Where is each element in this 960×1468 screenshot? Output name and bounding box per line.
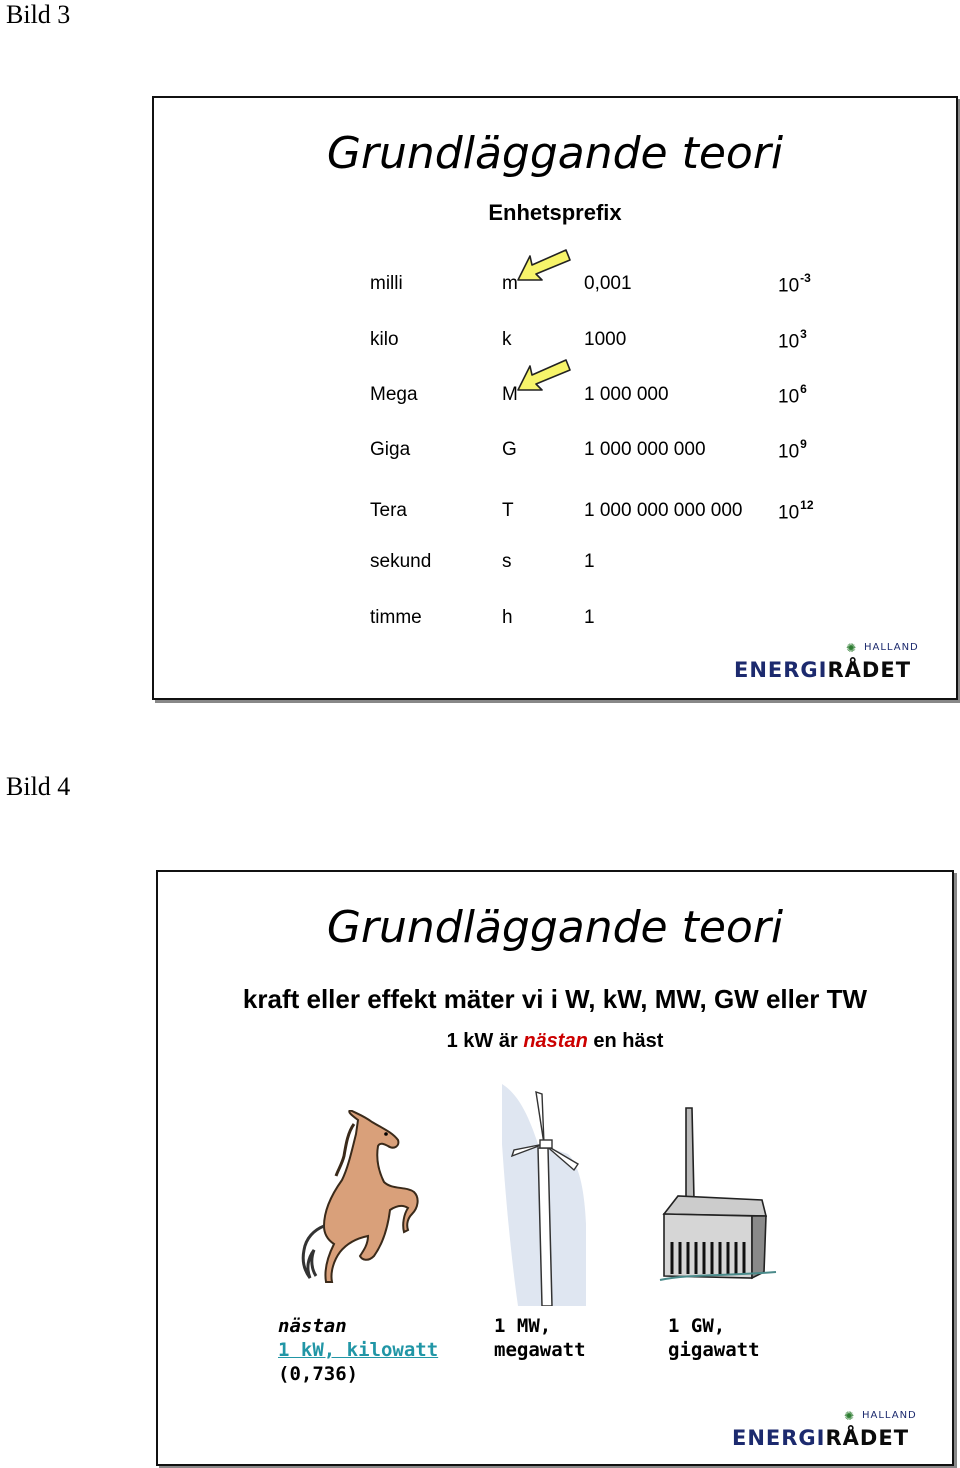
slide-3-title: Grundläggande teori <box>326 128 784 179</box>
prefix-power: $10^{-3}$ <box>778 271 811 297</box>
energiradet-logo <box>732 1409 917 1450</box>
logo-part1: ENERGI <box>734 658 828 682</box>
arrow-icon <box>516 246 572 286</box>
prefix-power: $10^{12}$ <box>778 498 814 524</box>
caption-line: 1 GW, <box>668 1315 726 1337</box>
prefix-symbol: m <box>502 273 518 294</box>
prefix-name: sekund <box>370 551 432 572</box>
kw-horse-text: 1 kW är nästan en häst <box>446 1030 664 1052</box>
horse-caption <box>278 1314 438 1386</box>
prefix-power: $10^6$ <box>778 382 807 408</box>
kilowatt-link[interactable]: 1 kW, kilowatt <box>278 1339 439 1361</box>
energiradet-logo <box>734 641 919 682</box>
sun-icon: ✺ <box>846 641 858 655</box>
prefix-power: $10^3$ <box>778 327 807 353</box>
prefix-symbol: s <box>502 551 512 572</box>
prefix-name: Tera <box>370 500 407 521</box>
caption-line: 1 MW, <box>494 1315 552 1337</box>
wind-turbine-illustration <box>498 1084 588 1306</box>
prefix-value: 1 000 000 000 000 <box>584 500 743 521</box>
sun-icon: ✺ <box>844 1409 856 1423</box>
prefix-value: 0,001 <box>584 273 632 294</box>
effect-units-text: kraft eller effekt mäter vi i W, kW, MW, GW eller TW <box>242 984 868 1014</box>
prefix-value: 1 <box>584 607 595 628</box>
prefix-power: $10^9$ <box>778 437 807 463</box>
prefix-name: milli <box>370 273 403 294</box>
slide-4-label: Bild 4 <box>6 772 71 801</box>
horse-illustration <box>288 1110 438 1290</box>
slide-3 <box>152 96 958 700</box>
prefix-value: 1 <box>584 551 595 572</box>
caption-line: nästan <box>278 1315 347 1337</box>
caption-line: (0,736) <box>278 1363 359 1385</box>
prefix-name: Mega <box>370 384 418 405</box>
prefix-symbol: k <box>502 329 512 350</box>
slide-4 <box>156 870 954 1466</box>
slide-3-subtitle: Enhetsprefix <box>488 200 622 225</box>
slide-3-label: Bild 3 <box>6 0 71 29</box>
prefix-value: 1000 <box>584 329 627 350</box>
prefix-name: timme <box>370 607 422 628</box>
prefix-name: kilo <box>370 329 399 350</box>
prefix-symbol: h <box>502 607 513 628</box>
prefix-value: 1 000 000 <box>584 384 669 405</box>
prefix-value: 1 000 000 000 <box>584 439 706 460</box>
plant-caption <box>668 1314 760 1362</box>
slide-4-title: Grundläggande teori <box>326 902 784 953</box>
logo-part1: ENERGI <box>732 1426 826 1450</box>
power-plant-illustration <box>658 1104 778 1282</box>
prefix-symbol: G <box>502 439 517 460</box>
prefix-symbol: T <box>502 500 514 521</box>
caption-line: gigawatt <box>668 1339 760 1361</box>
prefix-symbol: M <box>502 384 518 405</box>
prefix-name: Giga <box>370 439 411 460</box>
turbine-caption <box>494 1314 586 1362</box>
logo-part2: RÅDET <box>827 658 912 682</box>
caption-line: megawatt <box>494 1339 586 1361</box>
logo-region: HALLAND <box>864 642 919 653</box>
arrow-icon <box>516 356 572 396</box>
logo-part2: RÅDET <box>825 1426 910 1450</box>
logo-region: HALLAND <box>862 1410 917 1421</box>
